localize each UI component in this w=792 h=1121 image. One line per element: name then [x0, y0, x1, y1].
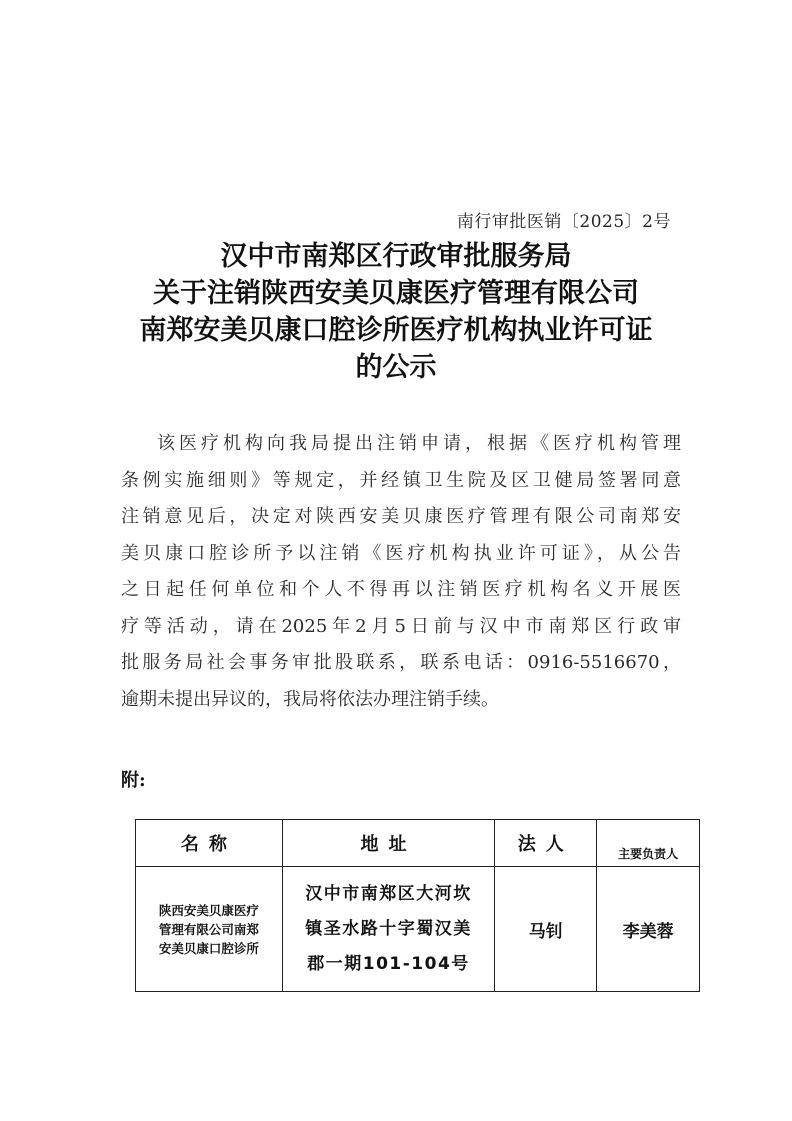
- header-principal: 主要负责人: [597, 820, 700, 867]
- institution-table: [135, 819, 700, 992]
- body-line: 之日起任何单位和个人不得再以注销医疗机构名义开展医: [121, 579, 681, 600]
- title-line: 关于注销陕西安美贝康医疗管理有限公司: [153, 278, 639, 309]
- address-line: 镇圣水路十字蜀汉美: [305, 918, 472, 939]
- body-line: 该医疗机构向我局提出注销申请，根据《医疗机构管理: [157, 433, 681, 454]
- title-line: 汉中市南郑区行政审批服务局: [220, 241, 572, 272]
- table-row: [136, 867, 700, 992]
- header-address: 地址: [282, 820, 495, 867]
- address-line: 郡一期101-104号: [307, 953, 470, 974]
- document-title: [0, 238, 792, 386]
- address-line: 汉中市南郑区大河坎: [305, 883, 472, 904]
- name-line: 陕西安美贝康医疗: [158, 902, 259, 918]
- body-paragraph: [121, 426, 681, 718]
- cell-institution-name: [136, 867, 283, 992]
- header-name: 名称: [136, 820, 283, 867]
- name-line: 管理有限公司南郑: [158, 921, 259, 937]
- cell-address: [282, 867, 495, 992]
- body-line: 美贝康口腔诊所予以注销《医疗机构执业许可证》，从公告: [121, 542, 681, 564]
- cell-principal: 李美蓉: [597, 867, 700, 992]
- body-line: 注销意见后，决定对陕西安美贝康医疗管理有限公司南郑安: [121, 506, 681, 527]
- body-line: 疗等活动，请在2025年2月5日前与汉中市南郑区行政审: [121, 615, 681, 637]
- title-line: 的公示: [355, 352, 437, 383]
- body-line: 条例实施细则》等规定，并经镇卫生院及区卫健局签署同意: [121, 469, 681, 491]
- name-line: 安美贝康口腔诊所: [158, 940, 259, 956]
- header-legal-person: 法人: [495, 820, 597, 867]
- title-line: 南郑安美贝康口腔诊所医疗机构执业许可证: [139, 315, 653, 346]
- table-header-row: [136, 820, 700, 867]
- attachment-label: 附:: [121, 770, 146, 791]
- cell-legal-person: 马钊: [495, 867, 597, 992]
- document-number: 南行审批医销〔2025〕2号: [456, 212, 671, 232]
- body-line: 逾期未提出异议的，我局将依法办理注销手续。: [121, 688, 499, 710]
- body-line: 批服务局社会事务审批股联系，联系电话：0916-5516670，: [121, 652, 681, 673]
